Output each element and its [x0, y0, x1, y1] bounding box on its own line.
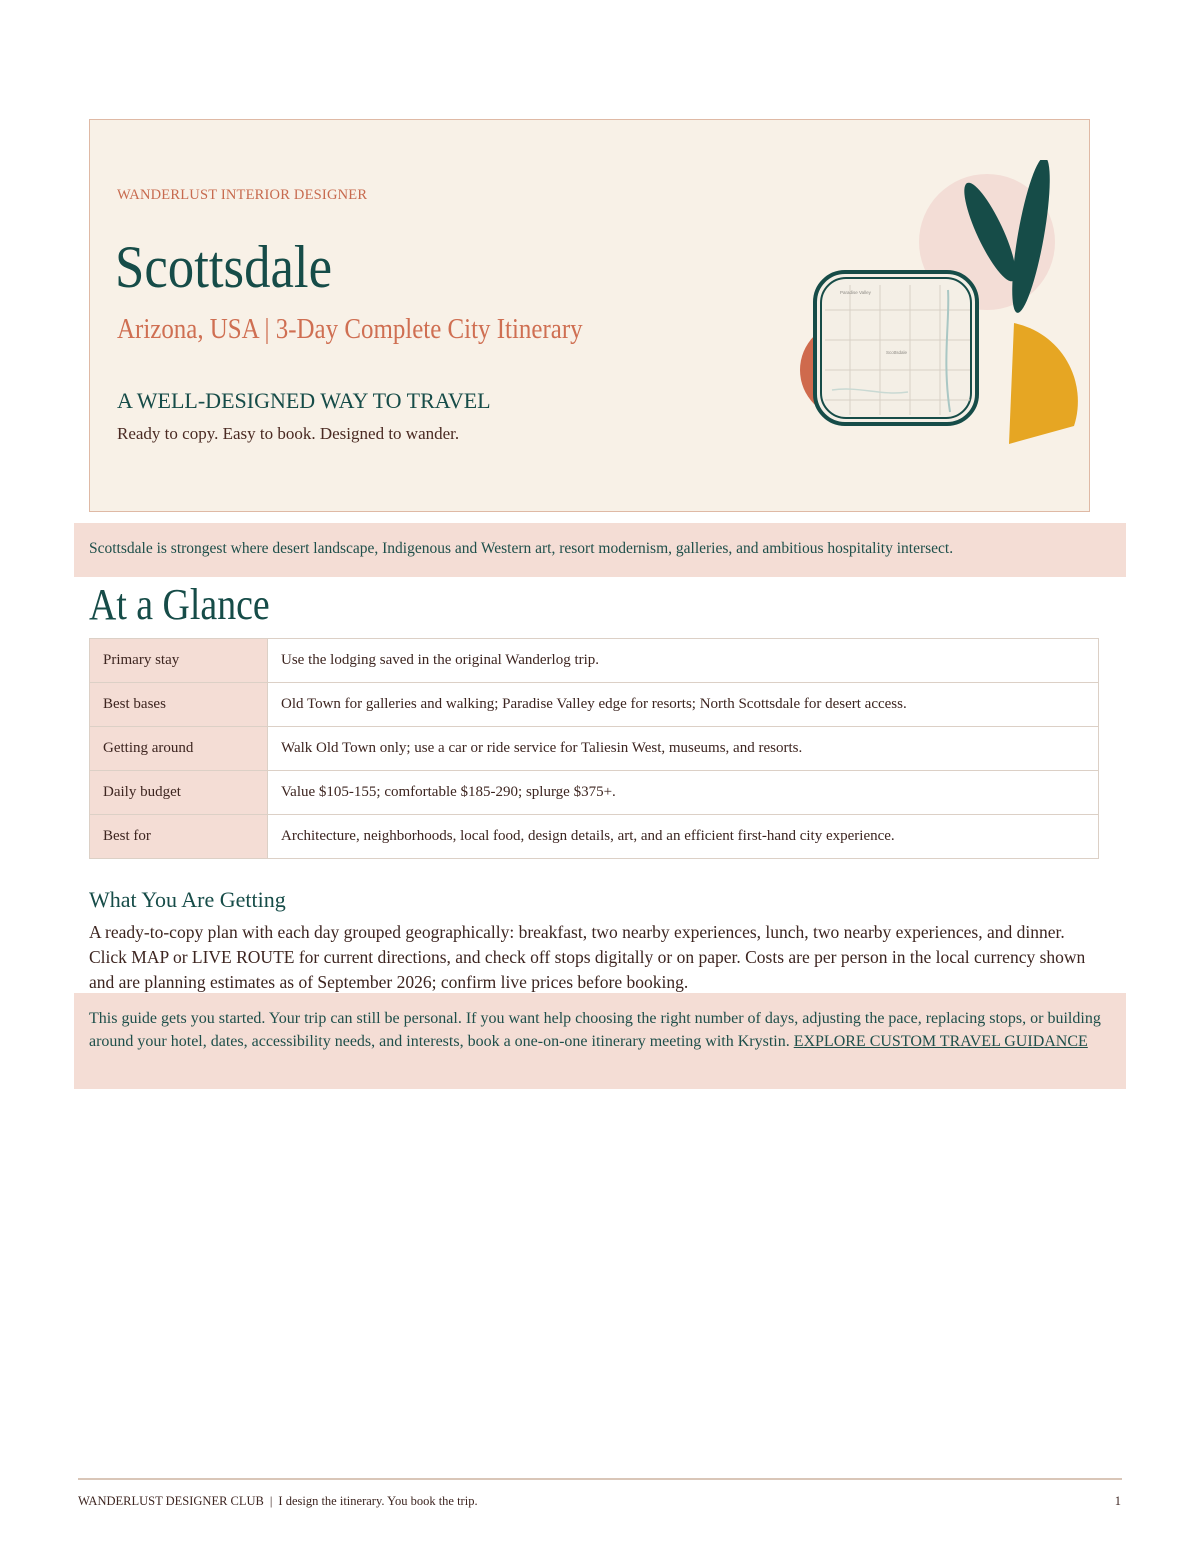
- decorative-map-illustration: [790, 160, 1090, 480]
- row-label: Best for: [90, 815, 268, 859]
- row-value: Old Town for galleries and walking; Paradise Valley edge for resorts; North Scottsdale for desert access.: [268, 683, 1099, 727]
- table-row: [90, 683, 1099, 727]
- what-you-are-getting-body: A ready-to-copy plan with each day grouped geographically: breakfast, two nearby experiences, lunch, two nearby experiences, and dinner. Click MAP or LIVE ROUTE for current directions, and check off stops digitally or on paper. Costs are per person in the local currency shown and are planning estimates as of September 2026; confirm live prices before booking.: [89, 922, 1086, 992]
- map-label: Scottsdale: [886, 350, 908, 355]
- page-number: 1: [1114, 1494, 1121, 1508]
- page-title: Scottsdale: [115, 234, 333, 300]
- footer-brand: WANDERLUST DESIGNER CLUB: [78, 1494, 264, 1508]
- row-label: Best bases: [90, 683, 268, 727]
- footer-divider: [78, 1478, 1122, 1480]
- intro-note: Scottsdale is strongest where desert landscape, Indigenous and Western art, resort modernism, galleries, and ambitious hospitality intersect.: [74, 523, 1126, 577]
- table-row: [90, 815, 1099, 859]
- footer-tagline: I design the itinerary. You book the trip.: [278, 1494, 478, 1508]
- table-row: [90, 727, 1099, 771]
- row-value: Use the lodging saved in the original Wanderlog trip.: [268, 639, 1099, 683]
- footer-separator: |: [269, 1494, 273, 1508]
- at-a-glance-table: [89, 638, 1099, 859]
- table-row: [90, 771, 1099, 815]
- hero-tagline: A WELL-DESIGNED WAY TO TRAVEL: [117, 388, 491, 413]
- explore-custom-travel-guidance-link[interactable]: EXPLORE CUSTOM TRAVEL GUIDANCE: [793, 1032, 1088, 1050]
- row-value: Value $105-155; comfortable $185-290; splurge $375+.: [268, 771, 1099, 815]
- custom-guidance-note: [74, 993, 1126, 1089]
- brand-eyebrow: WANDERLUST INTERIOR DESIGNER: [117, 187, 368, 203]
- row-label: Primary stay: [90, 639, 268, 683]
- map-thumbnail: [815, 272, 977, 424]
- row-value: Architecture, neighborhoods, local food, design details, art, and an efficient first-hand city experience.: [268, 815, 1099, 859]
- hero-tagline-sub: Ready to copy. Easy to book. Designed to wander.: [117, 424, 460, 443]
- table-row: [90, 639, 1099, 683]
- page-subtitle: Arizona, USA | 3-Day Complete City Itinerary: [117, 313, 583, 345]
- map-label: Paradise Valley: [840, 290, 871, 295]
- row-label: Getting around: [90, 727, 268, 771]
- mustard-wedge-shape: [1009, 323, 1078, 444]
- hero-banner: [89, 119, 1090, 512]
- section-heading-what-you-are-getting: What You Are Getting: [89, 887, 286, 912]
- section-heading-at-a-glance: At a Glance: [89, 580, 270, 629]
- row-label: Daily budget: [90, 771, 268, 815]
- custom-guidance-text: This guide gets you started. Your trip can still be personal. If you want help choosing the right number of days, adjusting the pace, replacing stops, or building around your hotel, dates, accessibility needs, and interests, book a one-on-one itinerary meeting with Krystin.: [89, 1010, 1101, 1050]
- footer-text: [78, 1494, 478, 1509]
- row-value: Walk Old Town only; use a car or ride service for Taliesin West, museums, and resorts.: [268, 727, 1099, 771]
